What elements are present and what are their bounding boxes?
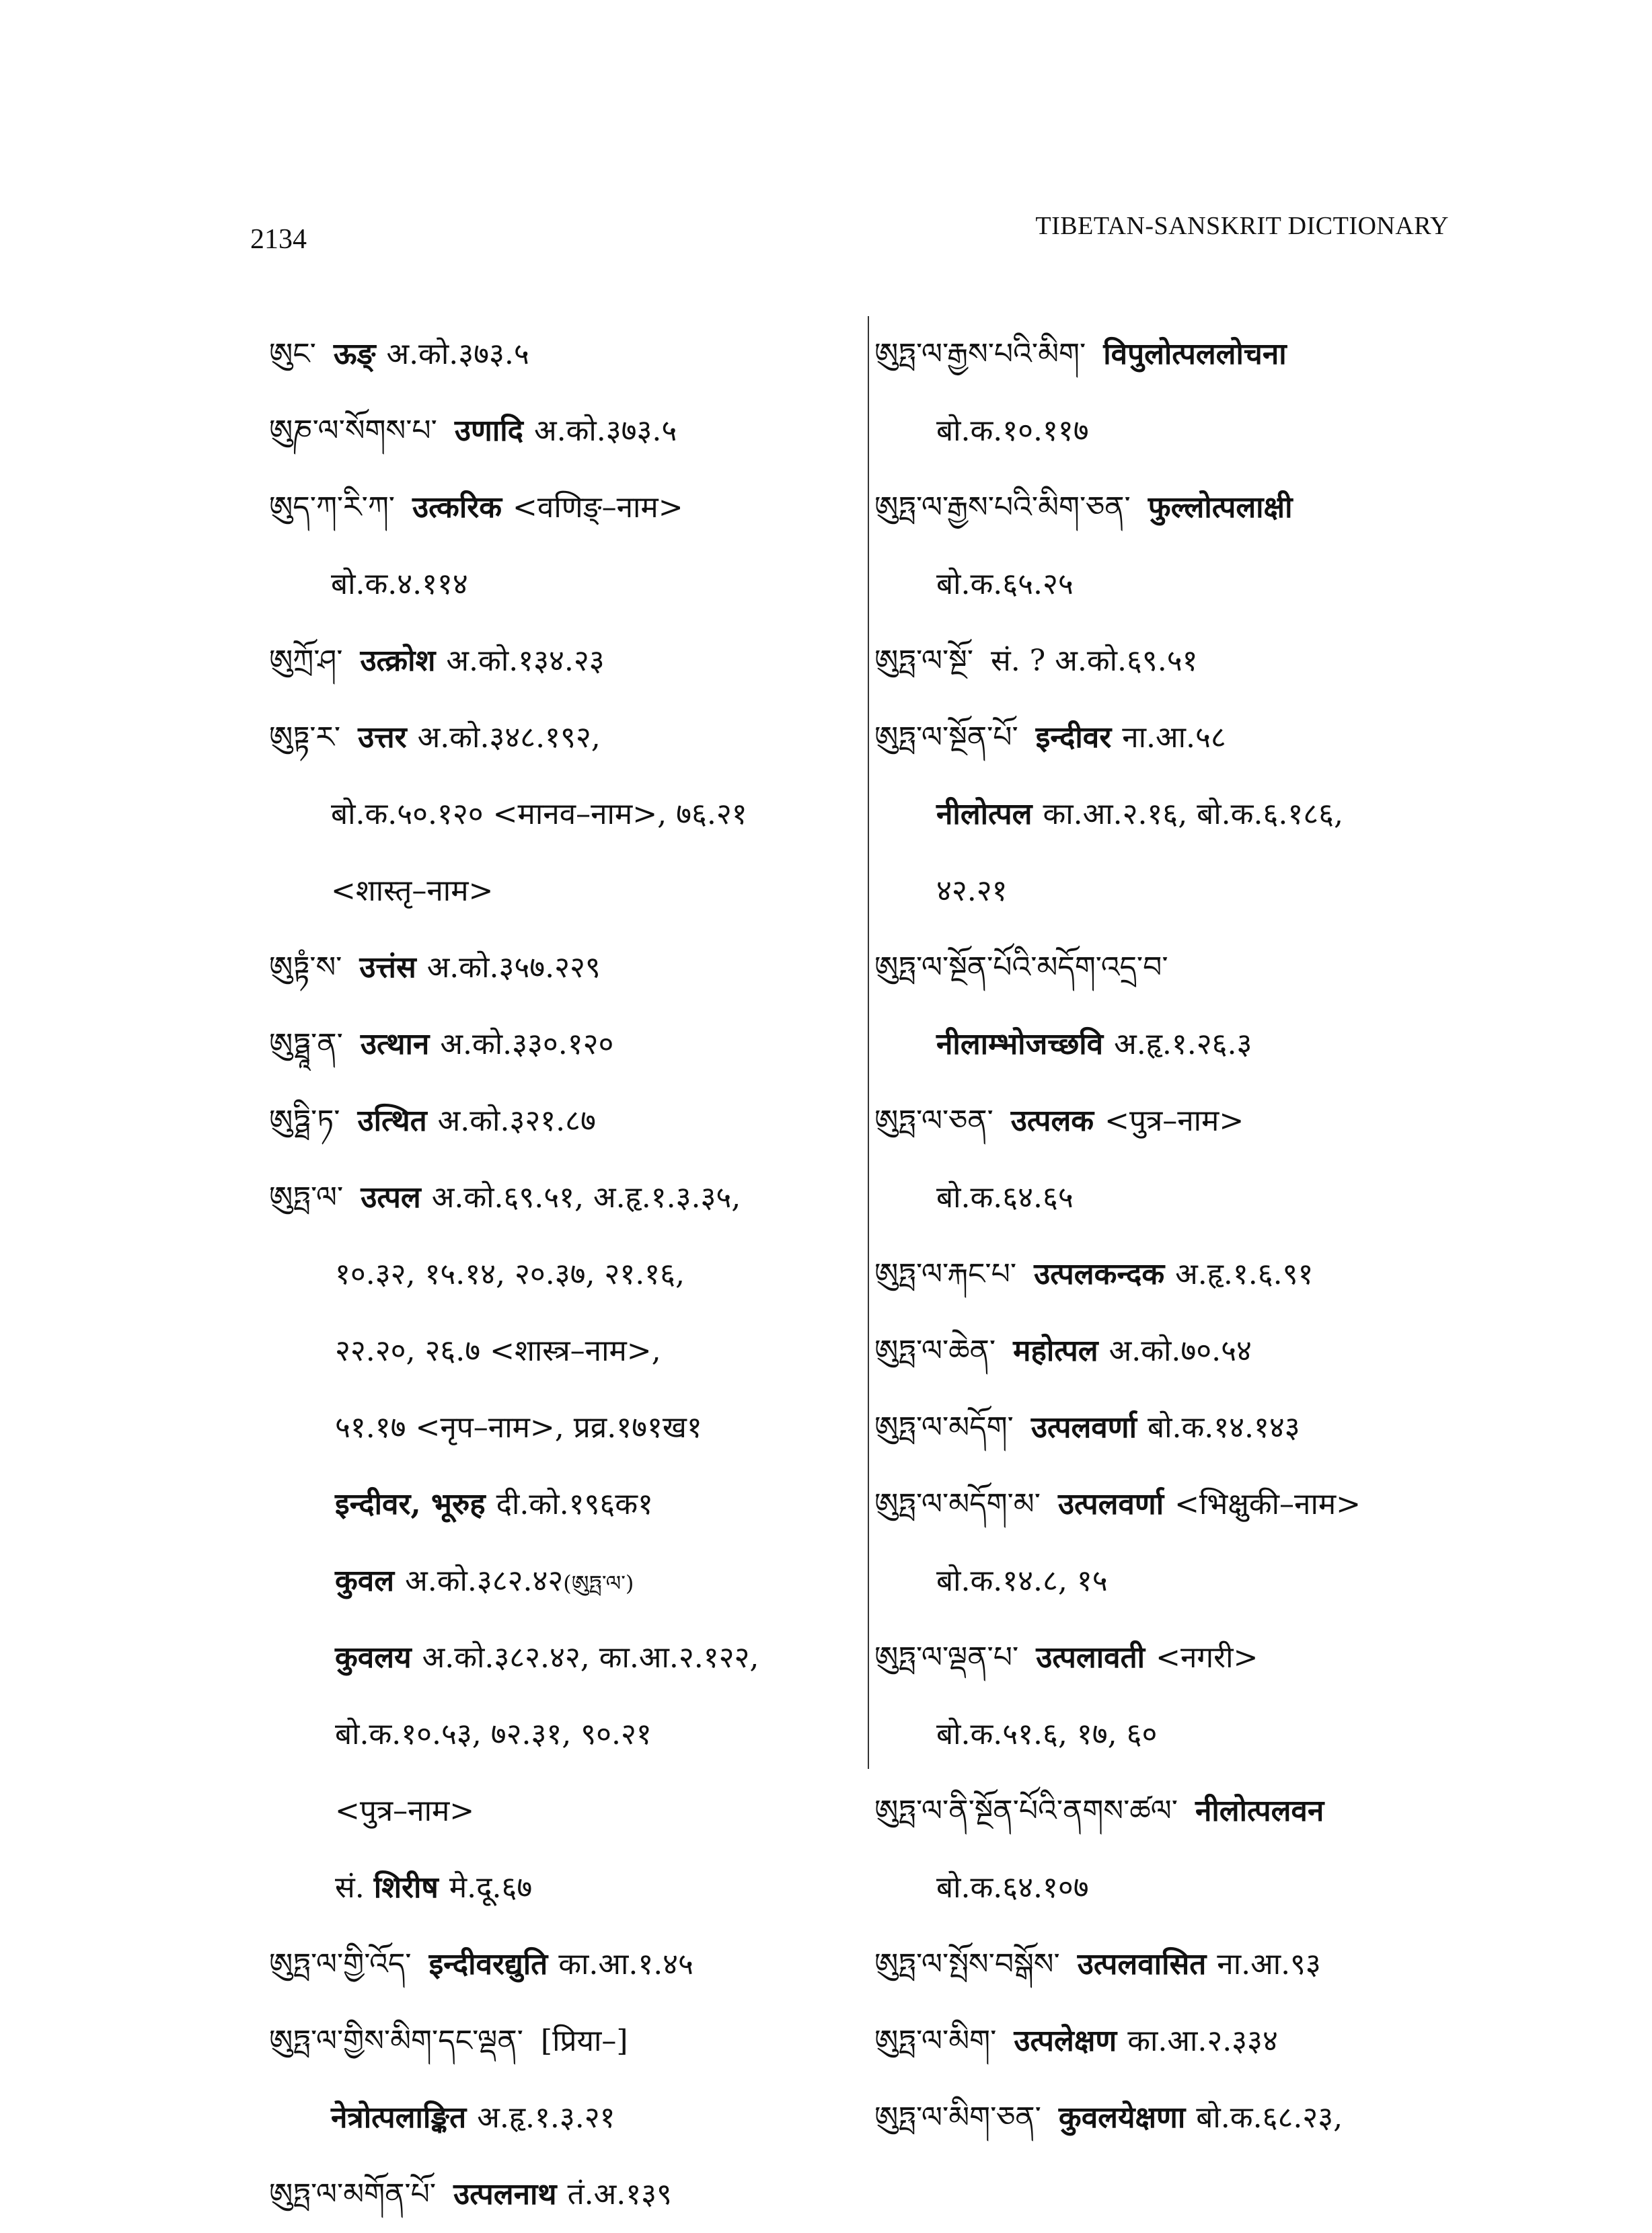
dictionary-line [874,2080,1480,2156]
left-column [269,316,848,2233]
reference: बो.क.५१.६, १७, ६० [936,1717,1158,1751]
sanskrit-equivalent: शिरीष [373,1870,439,1905]
reference: <भिक्षुकी–नाम> [1174,1487,1361,1521]
sanskrit-equivalent: उत्पलेक्षण [1014,2024,1117,2058]
dictionary-line [874,1006,1480,1083]
sanskrit-equivalent: उत्पलनाथ [453,2177,557,2211]
reference: तं.अ.१३९ [567,2177,672,2211]
dictionary-line [269,623,848,699]
reference: ४२.२१ [936,874,1008,908]
sanskrit-equivalent: उत्करिक [412,490,502,525]
tibetan-headword: ཨུཏྤ་ལ་མདོག་མ་ [874,1487,1041,1521]
sanskrit-equivalent: इन्दीवरद्युति [428,1947,548,1981]
dictionary-line [874,1620,1480,1696]
tibetan-headword: ཨུཏྤ་ལ་སྤོས་བསྒོས་ [874,1947,1060,1981]
reference: अ.को.६९.५१, अ.हृ.१.३.३५, [431,1180,741,1215]
dictionary-line [269,930,848,1006]
dictionary-line [269,2080,848,2156]
tibetan-headword: ཨུཏྤ་ལ་མིག་ [874,2024,997,2058]
reference: <वणिङ्–नाम> [513,490,683,525]
sanskrit-equivalent: नीलाम्भोजच्छवि [936,1027,1104,1061]
dictionary-line [269,1696,848,1773]
reference: २२.२०, २६.७ <शास्त्र–नाम>, [335,1334,661,1368]
reference: सं. ? अ.को.६९.५१ [990,644,1198,678]
dictionary-line [874,316,1480,393]
dictionary-line [874,546,1480,623]
reference: अ.को.७०.५४ [1109,1334,1252,1368]
reference: का.आ.१.४५ [558,1947,693,1981]
dictionary-line [874,1926,1480,2003]
right-column [874,316,1480,2156]
reference: <पुत्र–नाम> [335,1794,475,1828]
tibetan-headword: ཨུཏྤ་ལ་རྐང་པ་ [874,1257,1017,1291]
dictionary-line [269,1006,848,1083]
reference: अ.को.३७३.५ [533,414,677,448]
tibetan-headword: ཨུཏྤ་ལ་ལྡན་པ་ [874,1640,1019,1675]
dictionary-line [269,1773,848,1850]
reference: अ.को.३२१.८७ [437,1104,596,1138]
reference: सं. [335,1870,374,1905]
sanskrit-equivalent: इन्दीवर, भूरुह [335,1487,486,1521]
sanskrit-equivalent: महोत्पल [1013,1334,1098,1368]
reference: बो.क.१०.५३, ७२.३१, ९०.२१ [335,1717,652,1751]
reference: <पुत्र–नाम> [1104,1104,1244,1138]
reference: <शास्तृ–नाम> [331,874,494,908]
tibetan-headword: ཨུཀྲོ་ཤ་ [269,644,343,678]
sanskrit-equivalent: उत्पलवासित [1077,1947,1207,1981]
dictionary-line [269,2156,848,2233]
sanskrit-equivalent: उत्पलक [1010,1104,1094,1138]
tibetan-headword: ཨུཏྤ་ལ་གྱིས་མིག་དང་ལྡན་ [269,2024,523,2058]
dictionary-line [874,776,1480,853]
tibetan-headword: ཨུཏྟཾ་ས་ [269,950,342,985]
dictionary-line [269,1390,848,1466]
sanskrit-equivalent: विपुलोत्पललोचना [1103,337,1287,371]
dictionary-line [269,853,848,930]
dictionary-line [269,1236,848,1313]
reference: अ.हृ.१.३.२१ [477,2100,615,2135]
reference: का.आ.२.३३४ [1127,2024,1278,2058]
dictionary-line [269,1083,848,1160]
dictionary-line [269,316,848,393]
reference: अ.को.३४८.१९२, [417,720,601,755]
sanskrit-equivalent: उत्थान [360,1027,430,1061]
dictionary-line [269,2003,848,2080]
sanskrit-equivalent: नीलोत्पलवन [1195,1794,1324,1828]
dictionary-line [874,1773,1480,1850]
tibetan-headword: ཨུཏྤ་ལ་ཆེན་ [874,1334,996,1368]
reference: अ.को.१३४.२३ [446,644,605,678]
reference: ना.आ.५८ [1122,720,1226,755]
tibetan-headword: ཨུཏྟ་ར་ [269,720,341,755]
sanskrit-equivalent: कुवलय [335,1640,412,1675]
tibetan-headword: ཨུཏྤ་ལ་སྔོན་པོའི་མདོག་འདྲ་བ་ [874,950,1168,985]
page-number: 2134 [250,224,307,255]
dictionary-line [269,1543,848,1620]
tibetan-headword: ཨུཏྠཱ་ན་ [269,1027,343,1061]
reference: बो.क.४.११४ [331,567,468,601]
dictionary-line [269,1850,848,1926]
reference: बो.क.६५.२५ [936,567,1074,601]
dictionary-line [874,853,1480,930]
dictionary-line [874,623,1480,699]
tibetan-headword: ཨུད་ཀ་རི་ཀ་ [269,490,396,525]
reference: अ.को.३८२.४२, का.आ.२.१२२, [422,1640,759,1675]
tibetan-headword: ཨུཏྠི་ཏ་ [269,1104,340,1138]
tibetan-headword: ཨུཏྤ་ལ་རྒྱས་པའི་མིག་ [874,337,1086,371]
sanskrit-equivalent: उत्तंस [359,950,416,985]
reference: अ.को.३५७.२२९ [426,950,601,985]
sanskrit-equivalent: ऊङ् [333,337,376,371]
dictionary-line [874,1160,1480,1236]
reference: अ.हृ.१.६.९१ [1175,1257,1314,1291]
dictionary-line [269,469,848,546]
reference: अ.हृ.१.२६.३ [1114,1027,1252,1061]
running-title: TIBETAN-SANSKRIT DICTIONARY [1035,212,1449,240]
dictionary-line [269,1160,848,1236]
column-divider [868,316,869,1769]
reference: मे.दू.६७ [449,1870,533,1905]
sanskrit-equivalent: उत्थित [357,1104,427,1138]
sanskrit-equivalent: उणादि [454,414,523,448]
sanskrit-equivalent: नीलोत्पल [936,797,1032,831]
reference: ५१.१७ <नृप–नाम>, प्रव्र.१७१ख१ [335,1410,702,1445]
sanskrit-equivalent: उत्पलवर्णा [1057,1487,1164,1521]
sanskrit-equivalent: उत्पलवर्णा [1030,1410,1137,1445]
tibetan-headword: ཨུཏྤ་ལ་མདོག་ [874,1410,1014,1445]
tibetan-headword: ཨུཎ་ལ་སོགས་པ་ [269,414,437,448]
sanskrit-equivalent: नेत्रोत्पलाङ्कित [331,2100,467,2135]
reference: अ.को.३८२.४२ [405,1564,564,1598]
dictionary-line [269,1313,848,1390]
reference: बो.क.१४.८, १५ [936,1564,1108,1598]
dictionary-line [874,699,1480,776]
tibetan-headword: ཨུཏྤ་ལ་ཅན་ [874,1104,993,1138]
dictionary-line [269,1466,848,1543]
dictionary-line [874,1236,1480,1313]
tibetan-headword: ཨུང་ [269,337,316,371]
dictionary-line [874,1390,1480,1466]
dictionary-line [269,776,848,853]
sanskrit-equivalent: उत्क्रोश [360,644,436,678]
dictionary-line [874,1083,1480,1160]
tibetan-headword: ཨུཏྤ་ལ་སྔོན་པོ་ [874,720,1018,755]
tibetan-headword: ཨུཏྤ་ལ་མགོན་པོ་ [269,2177,437,2211]
reference: बो.क.६४.६५ [936,1180,1074,1215]
dictionary-line [874,1313,1480,1390]
reference: बो.क.६४.१०७ [936,1870,1089,1905]
reference: ना.आ.९३ [1217,1947,1321,1981]
dictionary-line [269,546,848,623]
sanskrit-equivalent: उत्पलावती [1036,1640,1146,1675]
dictionary-line [874,1850,1480,1926]
reference: [प्रिया–] [540,2024,628,2058]
dictionary-line [269,1926,848,2003]
tibetan-headword: ཨུཏྤ་ལ་སྔོ་ [874,644,973,678]
sanskrit-equivalent: कुवल [335,1564,395,1598]
sanskrit-equivalent: फुल्लोत्पलाक्षी [1148,490,1293,525]
dictionary-line [874,1543,1480,1620]
tibetan-headword: ཨུཏྤ་ལ་མིག་ཅན་ [874,2100,1041,2135]
reference: बो.क.१०.११७ [936,414,1089,448]
tibetan-headword: ཨུཏྤ་ལ་ནི་སྔོན་པོའི་ནགས་ཚལ་ [874,1794,1178,1828]
dictionary-line [874,1696,1480,1773]
reference: अ.को.३३०.१२० [440,1027,614,1061]
dictionary-line [269,1620,848,1696]
reference: दी.को.१९६क१ [496,1487,653,1521]
dictionary-line [874,1466,1480,1543]
dictionary-line [874,393,1480,469]
sanskrit-equivalent: कुवलयेक्षणा [1058,2100,1186,2135]
dictionary-line [874,2003,1480,2080]
reference: बो.क.५०.१२० <मानव–नाम>, ७६.२१ [331,797,747,831]
dictionary-line [874,469,1480,546]
reference: अ.को.३७३.५ [386,337,529,371]
tibetan-headword: ཨུཏྤ་ལ་རྒྱས་པའི་མིག་ཅན་ [874,490,1131,525]
reference: का.आ.२.१६, बो.क.६.१८६, [1043,797,1343,831]
dictionary-line [874,930,1480,1006]
tibetan-headword: ཨུཏྤ་ལ་ [269,1180,344,1215]
sanskrit-equivalent: इन्दीवर [1035,720,1112,755]
dictionary-line [269,699,848,776]
sanskrit-equivalent: उत्तर [358,720,407,755]
sanskrit-equivalent: उत्पलकन्दक [1034,1257,1165,1291]
tibetan-headword: ཨུཏྤ་ལ་གྱི་འོད་ [269,1947,412,1981]
sanskrit-equivalent: उत्पल [361,1180,421,1215]
reference: १०.३२, १५.१४, २०.३७, २१.१६, [335,1257,685,1291]
reference: <नगरी> [1156,1640,1259,1675]
tibetan-note: (ཨུཏྤ་ལ་) [563,1570,634,1596]
dictionary-line [269,393,848,469]
reference: बो.क.६८.२३, [1196,2100,1343,2135]
reference: बो.क.१४.१४३ [1147,1410,1300,1445]
